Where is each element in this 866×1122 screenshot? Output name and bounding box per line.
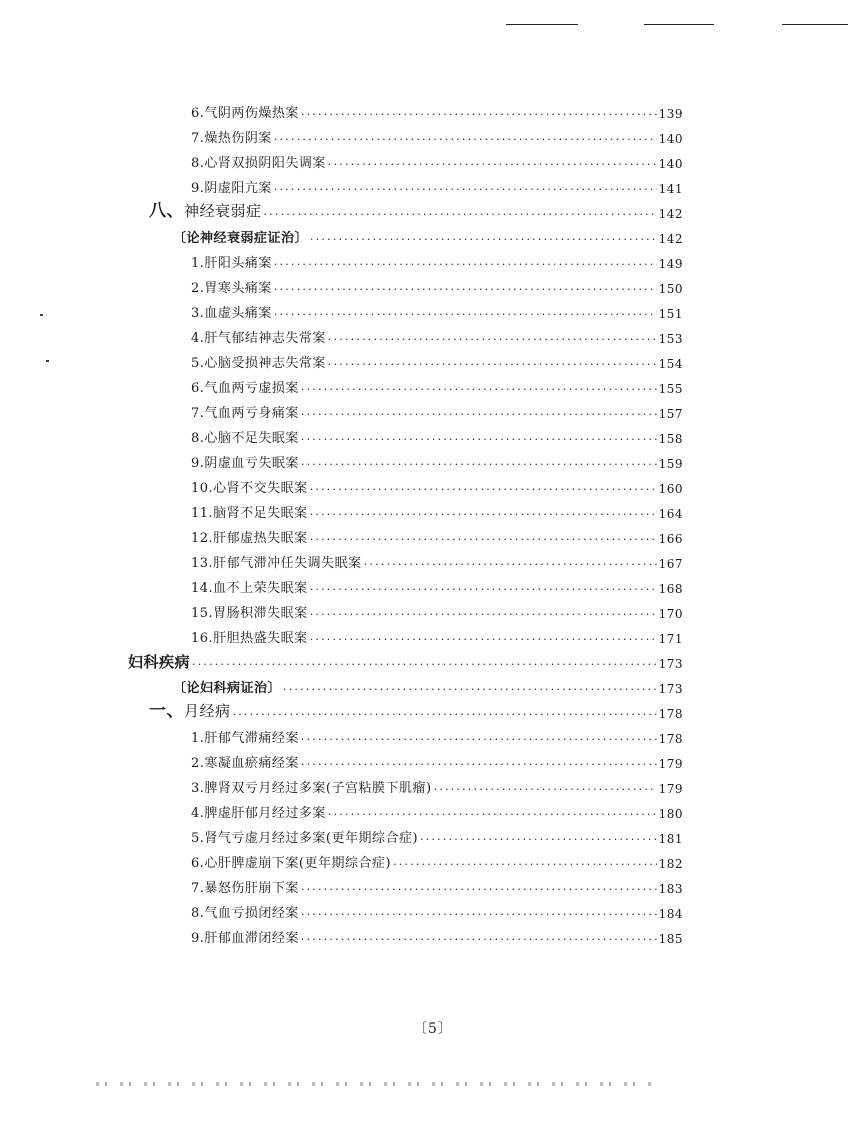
toc-entry-number: 一、: [149, 701, 184, 721]
toc-entry: [191, 323, 683, 345]
toc-entry-title: [191, 732, 299, 745]
toc-entry-text: 14.血不上荣失眠案: [191, 581, 308, 596]
toc-entry-text: 9.肝郁血滞闭经案: [191, 931, 299, 946]
toc-dot-leader: [393, 859, 657, 870]
toc-dot-leader: [310, 634, 657, 645]
toc-entry-page: 178: [658, 707, 683, 721]
toc-entry-title: [191, 557, 362, 570]
toc-entry: [191, 873, 683, 895]
toc-entry-text: 1.肝阳头痛案: [191, 256, 272, 271]
toc-entry: [191, 498, 683, 520]
toc-entry-title: [191, 582, 308, 595]
toc-dot-leader: [192, 659, 657, 670]
toc-entry: [173, 223, 683, 245]
toc-entry: [149, 198, 683, 220]
toc-entry-page: 170: [658, 607, 683, 621]
toc-entry: [191, 348, 683, 370]
toc-entry-title: [191, 857, 391, 870]
toc-entry-text: 6.气阴两伤燥热案: [191, 106, 299, 121]
toc-entry: [191, 798, 683, 820]
toc-dot-leader: [364, 559, 657, 570]
toc-entry-text: 7.燥热伤阴案: [191, 131, 272, 146]
toc-entry: [191, 373, 683, 395]
toc-entry-title: [191, 482, 308, 495]
toc-entry: [191, 823, 683, 845]
toc-dot-leader: [264, 209, 657, 220]
toc-entry-page: 178: [658, 732, 683, 746]
toc-dot-leader: [301, 909, 657, 920]
toc-entry: [191, 748, 683, 770]
toc-entry-text: 4.脾虚肝郁月经过多案: [191, 806, 326, 821]
toc-entry: [191, 898, 683, 920]
toc-entry-text: 神经衰弱症: [184, 202, 262, 220]
toc-dot-leader: [301, 109, 657, 120]
toc-entry-page: 158: [658, 432, 683, 446]
toc-entry-text: 15.胃肠积滞失眠案: [191, 606, 308, 621]
toc-entry-title: [191, 807, 326, 820]
toc-dot-leader: [274, 134, 657, 145]
toc-entry: [173, 673, 683, 695]
toc-entry-page: 155: [658, 382, 683, 396]
toc-entry: [191, 423, 683, 445]
toc-entry-page: 157: [658, 407, 683, 421]
toc-entry-page: 153: [658, 332, 683, 346]
toc-entry-text: 9.阴虚阳亢案: [191, 181, 272, 196]
toc-entry-title: [149, 703, 231, 720]
toc-entry-page: 149: [658, 257, 683, 271]
toc-entry: [191, 448, 683, 470]
toc-entry: [191, 473, 683, 495]
toc-entry-text: 6.心肝脾虚崩下案(更年期综合症): [191, 856, 392, 871]
toc-entry-title: [191, 157, 326, 170]
toc-entry-page: 166: [658, 532, 683, 546]
toc-dot-leader: [274, 259, 657, 270]
toc-entry-text: 10.心肾不交失眠案: [191, 481, 308, 496]
toc-entry-title: [191, 907, 299, 920]
toc-dot-leader: [310, 534, 657, 545]
toc-dot-leader: [310, 584, 657, 595]
toc-entry-text: 1.肝郁气滞痛经案: [191, 731, 299, 746]
toc-entry-text: 11.脑肾不足失眠案: [191, 506, 308, 521]
toc-entry-number: 八、: [149, 201, 184, 221]
toc-entry: [191, 623, 683, 645]
toc-entry-title: [191, 357, 326, 370]
toc-entry-title: [191, 532, 308, 545]
toc-entry: [128, 648, 683, 670]
toc-entry-title: [191, 607, 308, 620]
toc-entry-text: 月经病: [184, 702, 231, 720]
toc-entry-text: 8.心肾双损阴阳失调案: [191, 156, 326, 171]
toc-entry-page: 173: [658, 657, 683, 671]
toc-entry-text: 9.阴虚血亏失眠案: [191, 456, 299, 471]
header-rule-2: [644, 24, 714, 25]
toc-entry-title: [191, 757, 299, 770]
toc-entry-text: 12.肝郁虚热失眠案: [191, 531, 308, 546]
toc-entry-text: 5.心脑受损神志失常案: [191, 356, 326, 371]
toc-dot-leader: [301, 434, 657, 445]
toc-dot-leader: [301, 409, 657, 420]
toc-dot-leader: [301, 934, 657, 945]
toc-entry-text: 7.暴怒伤肝崩下案: [191, 881, 299, 896]
toc-entry: [191, 398, 683, 420]
toc-entry: [191, 273, 683, 295]
toc-entry-title: [191, 182, 272, 195]
toc-dot-leader: [310, 509, 657, 520]
toc-entry-page: 139: [658, 107, 683, 121]
toc-entry-text: 7.气血两亏身痛案: [191, 406, 299, 421]
toc-entry: [191, 573, 683, 595]
toc-dot-leader: [310, 234, 657, 245]
toc-dot-leader: [310, 609, 657, 620]
toc-entry-title: [191, 507, 308, 520]
toc-entry-page: 183: [658, 882, 683, 896]
toc-entry: [191, 923, 683, 945]
toc-entry-title: [191, 132, 272, 145]
toc-entry-page: 140: [658, 157, 683, 171]
toc-entry-page: 140: [658, 132, 683, 146]
toc-entry-text: 6.气血两亏虚损案: [191, 381, 299, 396]
toc-entry-page: 168: [658, 582, 683, 596]
toc-entry-page: 184: [658, 907, 683, 921]
toc-entry-title: [173, 232, 308, 245]
toc-entry-title: [191, 107, 299, 120]
toc-entry-page: 167: [658, 557, 683, 571]
header-rule-1: [506, 24, 578, 25]
toc-dot-leader: [301, 459, 657, 470]
toc-entry-page: 179: [658, 782, 683, 796]
toc-entry-text: 2.胃寒头痛案: [191, 281, 272, 296]
toc-entry-text: 8.心脑不足失眠案: [191, 431, 299, 446]
toc-entry-title: [191, 282, 272, 295]
toc-entry-page: 142: [658, 207, 683, 221]
toc-entry-text: 4.肝气郁结神志失常案: [191, 331, 326, 346]
toc-entry-title: [191, 432, 299, 445]
toc-entry-page: 164: [658, 507, 683, 521]
toc-entry-text: 3.脾肾双亏月经过多案(子宫粘膜下肌瘤): [191, 781, 432, 796]
toc-dot-leader: [301, 759, 657, 770]
toc-dot-leader: [274, 284, 657, 295]
toc-entry-title: [191, 882, 299, 895]
margin-mark: [40, 314, 43, 316]
toc-entry: [191, 298, 683, 320]
toc-entry-page: 181: [658, 832, 683, 846]
toc-entry-page: 185: [658, 932, 683, 946]
toc-entry-title: [128, 655, 190, 670]
toc-entry-title: [191, 632, 308, 645]
toc-dot-leader: [328, 334, 657, 345]
toc-entry-page: 150: [658, 282, 683, 296]
scan-artifact: [96, 1082, 656, 1086]
toc-entry: [191, 98, 683, 120]
toc-entry-title: [191, 257, 272, 270]
toc-entry: [191, 148, 683, 170]
toc-entry: [191, 173, 683, 195]
toc-entry-title: [191, 307, 272, 320]
toc-entry-text: 3.血虚头痛案: [191, 306, 272, 321]
toc-entry-text: 5.肾气亏虚月经过多案(更年期综合症): [191, 831, 419, 846]
toc-entry: [191, 773, 683, 795]
toc-entry-title: [149, 203, 262, 220]
toc-entry-title: [191, 382, 299, 395]
toc-entry-text: 16.肝胆热盛失眠案: [191, 631, 308, 646]
toc-dot-leader: [301, 384, 657, 395]
toc-entry-title: [191, 782, 432, 795]
toc-entry: [149, 698, 683, 720]
toc-entry: [191, 248, 683, 270]
toc-entry-page: 154: [658, 357, 683, 371]
toc-entry: [191, 523, 683, 545]
toc-dot-leader: [274, 184, 657, 195]
toc-entry-page: 179: [658, 757, 683, 771]
toc-entry-page: 151: [658, 307, 683, 321]
toc-dot-leader: [301, 884, 657, 895]
toc-entry-page: 160: [658, 482, 683, 496]
toc-entry-page: 180: [658, 807, 683, 821]
header-rule-3: [782, 24, 848, 25]
toc-entry-title: [191, 832, 418, 845]
toc-entry-page: 182: [658, 857, 683, 871]
toc-entry-text: 13.肝郁气滞冲任失调失眠案: [191, 556, 362, 571]
toc-entry-title: [191, 332, 326, 345]
toc-entry: [191, 848, 683, 870]
toc-dot-leader: [328, 159, 657, 170]
page-number: 〔5〕: [413, 1021, 453, 1037]
toc-entry-page: 173: [658, 682, 683, 696]
toc-entry: [191, 723, 683, 745]
toc-dot-leader: [420, 834, 657, 845]
toc-dot-leader: [301, 734, 657, 745]
margin-mark: [46, 360, 49, 362]
toc-entry-text: 妇科疾病: [128, 653, 191, 671]
toc-entry-page: 159: [658, 457, 683, 471]
toc-entry-page: 141: [658, 182, 683, 196]
toc-dot-leader: [434, 784, 657, 795]
toc-entry-text: 〔论妇科病证治〕: [173, 681, 282, 696]
toc-entry-text: 8.气血亏损闭经案: [191, 906, 299, 921]
toc-dot-leader: [283, 684, 657, 695]
toc-dot-leader: [328, 359, 657, 370]
toc-entry-text: 2.寒凝血瘀痛经案: [191, 756, 299, 771]
toc-dot-leader: [328, 809, 657, 820]
toc-entry: [191, 548, 683, 570]
toc-entry: [191, 598, 683, 620]
toc-entry-title: [191, 407, 299, 420]
toc-dot-leader: [310, 484, 657, 495]
toc-dot-leader: [233, 709, 657, 720]
toc-entry-page: 171: [658, 632, 683, 646]
toc-entry-title: [191, 457, 299, 470]
toc-entry-title: [191, 932, 299, 945]
toc-entry-page: 142: [658, 232, 683, 246]
toc-entry-title: [173, 682, 281, 695]
toc-entry: [191, 123, 683, 145]
toc-dot-leader: [274, 309, 657, 320]
toc-entry-text: 〔论神经衰弱症证治〕: [173, 231, 309, 246]
